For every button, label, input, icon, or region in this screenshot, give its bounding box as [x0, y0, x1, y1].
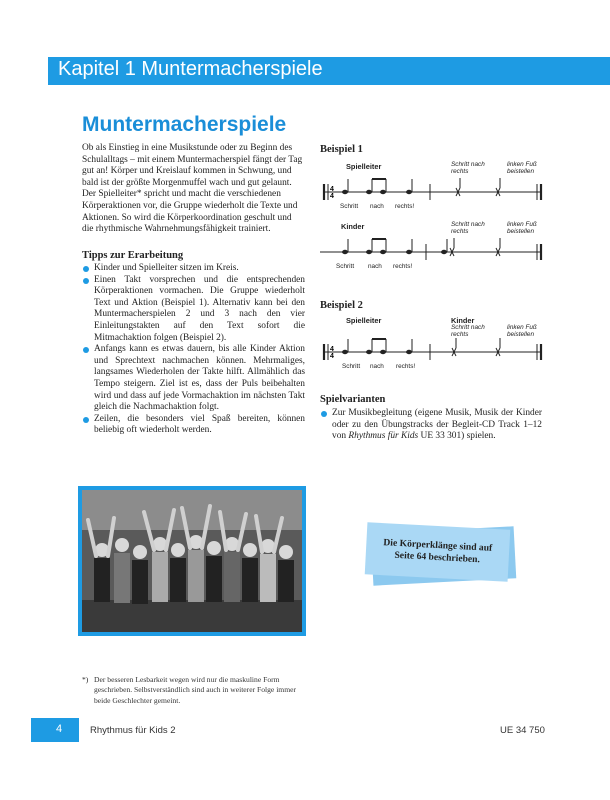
footnote-mark: *) — [82, 675, 89, 684]
action-label: linken Fuß beistellen — [507, 161, 537, 175]
example-1-heading: Beispiel 1 — [320, 144, 363, 155]
rhythm-score-combined — [320, 332, 545, 366]
score-word: Schritt — [336, 263, 355, 270]
intro-paragraph — [82, 143, 305, 236]
intro-line: bald ist der größte Morgenmuffel wach und gut gelaunt. — [82, 177, 292, 188]
intro-line: Der Spielleiter* spricht und macht die verschiedenen — [82, 189, 281, 200]
list-item: Anfangs kann es etwas dauern, bis alle Kinder Aktion und Sprechtext nachmachen können. Mehrmaliges, langsames Wiederholen der Takte hilft. Allmählich das Tempo steigern. Ziel ist es, dass der Puls beibehalten wird und dass auf jede Vormachaktion im nächsten Takt gleich die Nachmachaktion folgt. — [82, 344, 305, 414]
action-label: Schritt nach rechts — [451, 324, 485, 338]
kids-label: Kinder — [451, 316, 475, 325]
score-word: rechts! — [396, 363, 416, 370]
score-word: Schritt — [340, 203, 359, 210]
svg-text:4: 4 — [330, 186, 334, 193]
intro-line: Schulalltags – mit einem Muntermacherspiel fängt der Tag — [82, 154, 303, 165]
leader-label: Spielleiter — [346, 316, 382, 325]
action-label: linken Fuß beistellen — [507, 324, 537, 338]
score-word: Schritt — [342, 363, 361, 370]
intro-line: Körperaktionen vor, die Gruppe wiederholt die Texte und — [82, 200, 298, 211]
list-item: Zur Musikbegleitung (eigene Musik, Musik der Kinder oder zu den Übungstracks der Begleit-CD Track 1–12 von Rhythmus für Kids UE 33 301) spielen. — [320, 408, 542, 443]
book-title: Rhythmus für Kids 2 — [90, 725, 176, 736]
page-title: Muntermacherspiele — [82, 113, 287, 136]
action-label: linken Fuß beistellen — [507, 221, 537, 235]
score-word: nach — [370, 363, 384, 370]
rhythm-score-leader — [320, 172, 545, 206]
note-box — [365, 522, 511, 581]
score-word: nach — [370, 203, 384, 210]
leader-label: Spielleiter — [346, 162, 382, 171]
bullet-icon — [83, 278, 89, 284]
group-photo — [82, 490, 302, 632]
score-word: nach — [368, 263, 382, 270]
action-label: Schritt nach rechts — [451, 221, 485, 235]
footer-band — [31, 718, 79, 742]
example-2-heading: Beispiel 2 — [320, 300, 363, 311]
variants-list — [320, 408, 542, 443]
children-photo-illustration — [82, 490, 302, 632]
list-item: Einen Takt vorsprechen und die entsprechenden Körperaktionen vormachen. Die Gruppe wiederholt Text und Aktion (Beispiel 1). Alternativ kann bei den Muntermacherspielen 2 und 3 nach den vier Einleitungstakten auf den Text sofort die Mitmachaktion folgen (Beispiel 2). — [82, 275, 305, 345]
tips-list — [82, 263, 305, 437]
score-word: rechts! — [395, 203, 415, 210]
tips-heading: Tipps zur Erarbeitung — [82, 250, 184, 261]
note-text: Die Körperklänge sind auf Seite 64 beschrieben. — [383, 537, 493, 566]
intro-line: die rhythmische Wahrnehmungsfähigkeit trainiert. — [82, 224, 271, 235]
svg-text:4: 4 — [330, 346, 334, 353]
list-item: Kinder und Spielleiter sitzen im Kreis. — [82, 263, 305, 275]
svg-text:4: 4 — [330, 353, 334, 360]
bullet-icon — [83, 266, 89, 272]
catalog-number: UE 34 750 — [500, 725, 545, 736]
variants-heading: Spielvarianten — [320, 394, 386, 405]
kids-label: Kinder — [341, 222, 365, 231]
score-word: rechts! — [393, 263, 413, 270]
intro-line: Ob als Einstieg in eine Musikstunde oder zu Beginn des — [82, 143, 293, 153]
footnote-text: Der besseren Lesbarkeit wegen wird nur die maskuline Form geschrieben. Selbstverständlich sind auch in weiterer Folge immer beide Geschlechter gemeint. — [94, 675, 297, 705]
bullet-icon — [83, 347, 89, 353]
list-item: Zeilen, die besonders viel Spaß bereiten, können beliebig oft wiederholt werden. — [82, 414, 305, 437]
intro-line: gut an! Körper und Kreislauf kommen in Schwung, und — [82, 166, 292, 177]
svg-text:4: 4 — [330, 193, 334, 200]
action-label: Schritt nach rechts — [451, 161, 485, 175]
bullet-icon — [83, 417, 89, 423]
bullet-icon — [321, 411, 327, 417]
chapter-title: Kapitel 1 Muntermacherspiele — [58, 58, 323, 80]
page-number: 4 — [56, 723, 63, 735]
rhythm-score-kids — [320, 232, 545, 266]
intro-line: Aktionen. So wird die Körperkoordination geschult und — [82, 212, 292, 223]
